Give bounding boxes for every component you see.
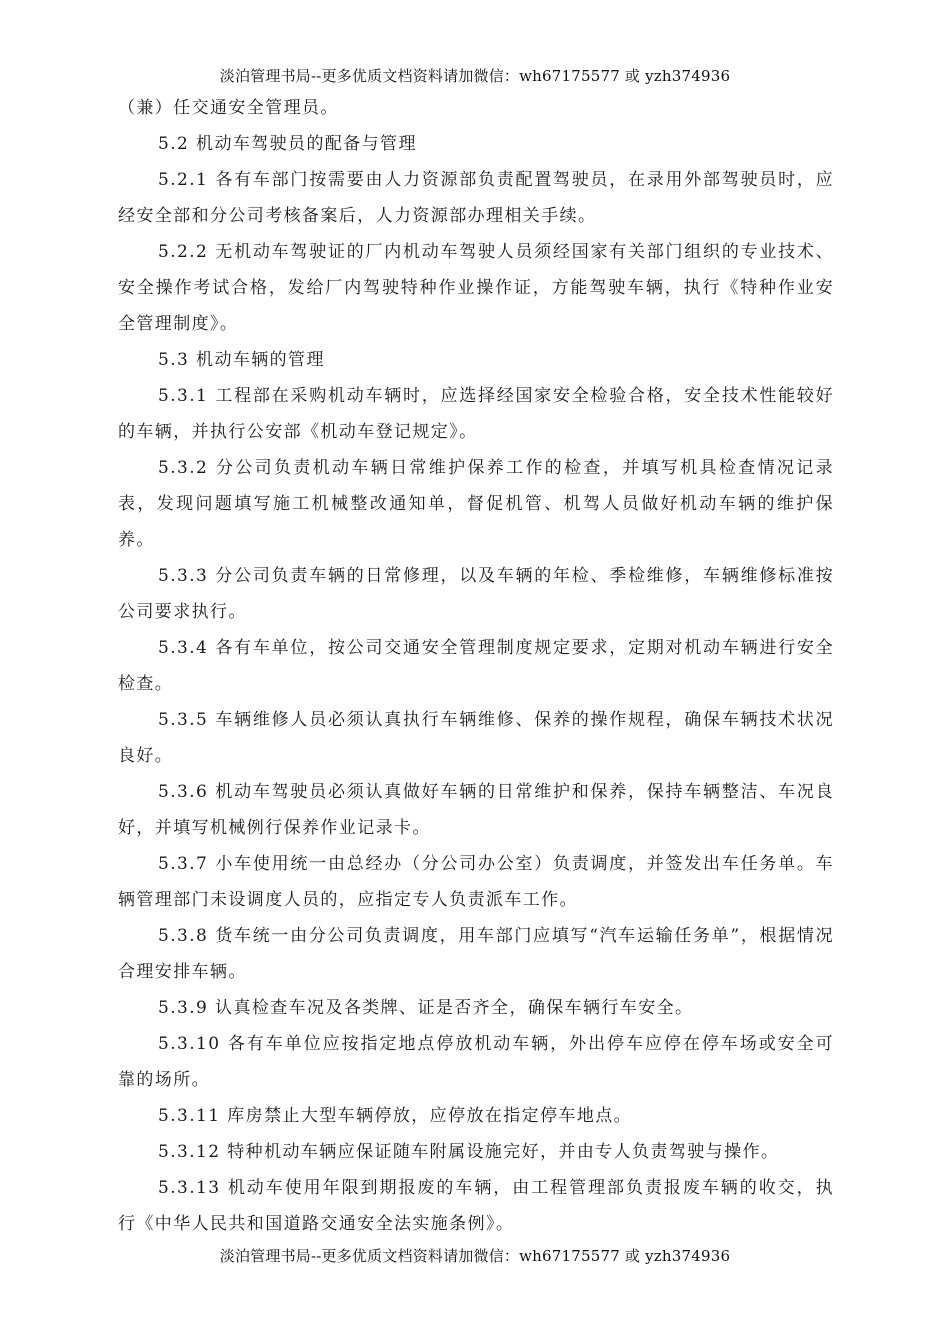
clause-5-3-6: 5.3.6 机动车驾驶员必须认真做好车辆的日常维护和保养，保持车辆整洁、车况良好，并填写机械例行保养作业记录卡。 <box>118 782 834 838</box>
section-heading-5-3: 5.3 机动车辆的管理 <box>158 350 325 370</box>
clause-5-2-2: 5.2.2 无机动车驾驶证的厂内机动车驾驶人员须经国家有关部门组织的专业技术、安全操作考试合格，发给厂内驾驶特种作业操作证，方能驾驶车辆，执行《特种作业安全管理制度》。 <box>118 242 834 334</box>
section-heading-5-2: 5.2 机动车驾驶员的配备与管理 <box>158 134 417 154</box>
clause-5-3-10: 5.3.10 各有车单位应按指定地点停放机动车辆，外出停车应停在停车场或安全可靠的场所。 <box>118 1034 834 1090</box>
clause-5-3-2: 5.3.2 分公司负责机动车辆日常维护保养工作的检查，并填写机具检查情况记录表，发现问题填写施工机械整改通知单，督促机管、机驾人员做好机动车辆的维护保养。 <box>118 458 834 550</box>
clause-5-3-7: 5.3.7 小车使用统一由总经办（分公司办公室）负责调度，并签发出车任务单。车辆管理部门未设调度人员的，应指定专人负责派车工作。 <box>118 854 834 910</box>
clause-5-3-5: 5.3.5 车辆维修人员必须认真执行车辆维修、保养的操作规程，确保车辆技术状况良好。 <box>118 710 834 766</box>
page-header: 淡泊管理书局--更多优质文档资料请加微信：wh67175577 或 yzh374936 <box>219 67 731 85</box>
page-footer: 淡泊管理书局--更多优质文档资料请加微信：wh67175577 或 yzh374936 <box>219 1247 731 1265</box>
clause-5-2-1: 5.2.1 各有车部门按需要由人力资源部负责配置驾驶员，在录用外部驾驶员时，应经安全部和分公司考核备案后，人力资源部办理相关手续。 <box>118 170 834 226</box>
clause-5-3-4: 5.3.4 各有车单位，按公司交通安全管理制度规定要求，定期对机动车辆进行安全检查。 <box>118 638 834 694</box>
clause-5-3-11: 5.3.11 库房禁止大型车辆停放，应停放在指定停车地点。 <box>158 1106 633 1126</box>
clause-5-3-9: 5.3.9 认真检查车况及各类牌、证是否齐全，确保车辆行车安全。 <box>158 998 694 1018</box>
clause-5-3-8: 5.3.8 货车统一由分公司负责调度，用车部门应填写“汽车运输任务单”，根据情况合理安排车辆。 <box>118 926 834 982</box>
clause-5-3-3: 5.3.3 分公司负责车辆的日常修理，以及车辆的年检、季检维修，车辆维修标准按公司要求执行。 <box>118 566 834 622</box>
clause-5-3-1: 5.3.1 工程部在采购机动车辆时，应选择经国家安全检验合格，安全技术性能较好的车辆，并执行公安部《机动车登记规定》。 <box>118 386 834 442</box>
paragraph-continuation: （兼）任交通安全管理员。 <box>118 98 339 118</box>
document-body <box>118 90 834 1242</box>
clause-5-3-13: 5.3.13 机动车使用年限到期报废的车辆，由工程管理部负责报废车辆的收交，执行《中华人民共和国道路交通安全法实施条例》。 <box>118 1178 834 1234</box>
clause-5-3-12: 5.3.12 特种机动车辆应保证随车附属设施完好，并由专人负责驾驶与操作。 <box>158 1142 780 1162</box>
